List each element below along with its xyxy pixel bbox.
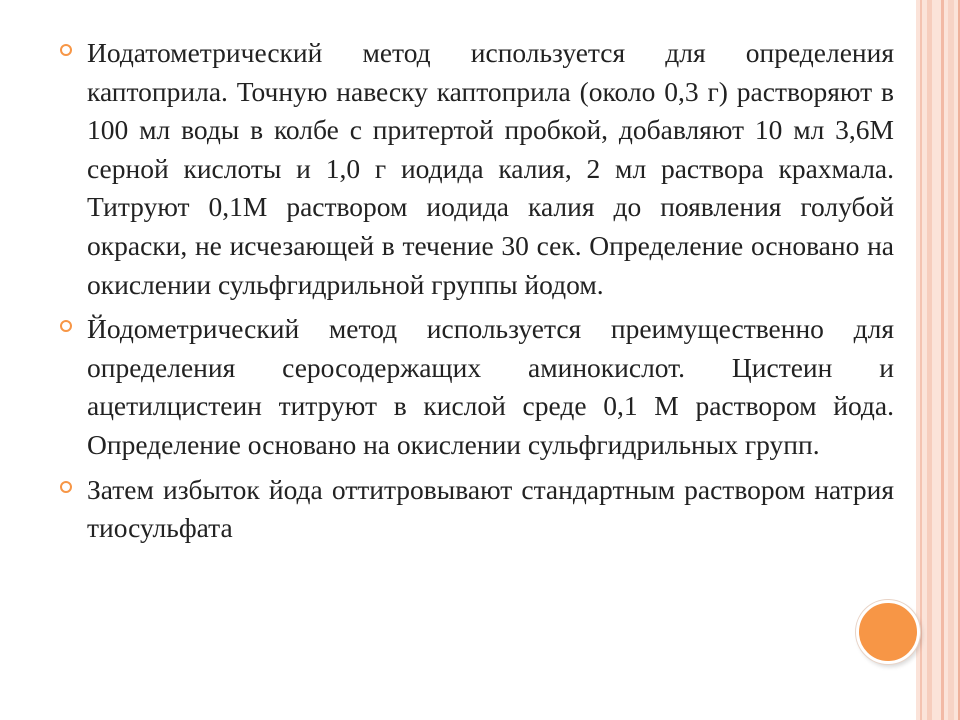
decorative-stripe bbox=[920, 0, 922, 720]
bullet-ring-icon bbox=[60, 320, 72, 332]
bullet-ring-icon bbox=[60, 481, 72, 493]
list-item bbox=[60, 34, 894, 304]
decorative-stripe bbox=[948, 0, 954, 720]
paragraph-text: Йодометрический метод используется преимущественно для определения серосодержащих аминокислот. Цистеин и ацетилцистеин титруют в кислой среде 0,1 М раствором йода. Определение основано на окислении сульфгидрильных групп. bbox=[87, 313, 894, 460]
paragraph-text: Затем избыток йода оттитровывают стандартным раствором натрия тиосульфата bbox=[87, 473, 894, 544]
decorative-stripe bbox=[941, 0, 944, 720]
slide-body bbox=[60, 34, 894, 554]
list-item bbox=[60, 310, 894, 464]
decorative-stripe bbox=[927, 0, 932, 720]
paragraph-text: Иодатометрический метод используется для определения каптоприла. Точную навеску каптоприла (около 0,3 г) растворяют в 100 мл воды в колбе с притертой пробкой, добавляют 10 мл 3,6М серной кислоты и 1,0 г иодида калия, 2 мл раствора крахмала. Титруют 0,1М раствором иодида калия до появления голубой окраски, не исчезающей в течение 30 сек. Определение основано на окислении сульфгидрильной группы йодом. bbox=[87, 37, 894, 300]
decorative-circle-icon bbox=[856, 600, 920, 664]
bullet-ring-icon bbox=[60, 44, 72, 56]
list-item bbox=[60, 471, 894, 548]
